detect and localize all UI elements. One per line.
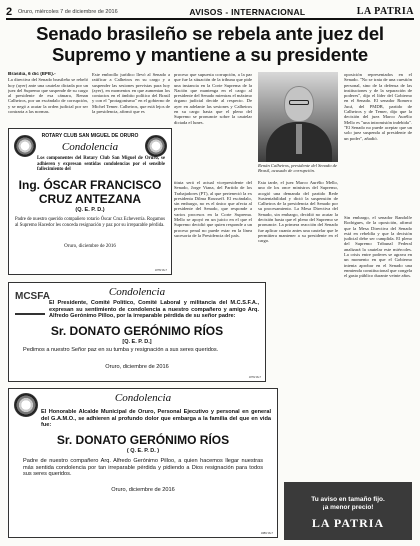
ad-code: 1078/16-7 [154,268,167,272]
rotary-emblem-icon [14,135,36,157]
ad-intro: El Presidente, Comité Político, Comité Laboral y militancia del M.C.S.F.A., expresan su sentimiento de condolencia a nuestro compañero y amigo Arq. Alfredo Gerónimo Pilloo, por la irreparable pérdida de su señor padre: [49,300,259,320]
section-title: AVISOS - INTERNACIONAL [189,6,306,17]
article-lead-column [8,72,88,122]
article-column-3: proceso que supuesta corrupción, a la par que fue la situación de la tribuna que pide una instancia en la Corte Suprema de la Nación que mantenga en el cargo al presidente del Senado mientras el máximo órgano judicial decide al respecto. De ayer en adelante las sesiones y Calheiros en su cargo hasta que el pleno del Supremo se pronuncie sobre la cautelar dictada el lunes. [174,72,252,125]
page-number: 2 [6,5,13,18]
page-header [6,6,414,17]
issue-date: Oruro, miércoles 7 de diciembre de 2016 [18,8,118,15]
ad-code: 1080/16-7 [260,531,273,535]
ad-body: Padre de nuestro querido compañero rotario Óscar Cruz Echeverría. Rogamos al Supremo Hacedor les conceda resignación y paz por su irreparable pérdida. [15,217,165,228]
qepd: ( Q. E. P. D. ) [126,448,160,454]
article-column-2: Este embrollo jurídico llevó al Senado a ratificar a Calheiros en su cargo y a suspender las sesiones previstas para hoy (ayer), en momentos en que aumentan los contactos en el ámbito político del Brasil y con el "protagonismo" en el gobierno de Michel Temer. Calheiros, que está lejos de la presidencia, afirmó que es [92,72,170,115]
club-emblem-icon [145,135,167,157]
article-headline: Senado brasileño se rebela ante juez del Supremo y mantiene a su presidente [36,23,384,65]
ad-intro: El Honorable Alcalde Municipal de Oruro, Personal Ejecutivo y personal en general del G.A.M.O., se adhieren al profundo dolor que embarga a la familia del que en vida fue: [41,409,271,429]
deceased-name: Sr. DONATO GERÓNIMO RÍOS [56,433,230,447]
ad-intro: Los componentes del Rotary Club San Miguel de Oruro, se adhieren y expresan sentidas condolencias por el sensible fallecimiento del [37,156,165,173]
promo-ad [284,482,412,540]
article-column-mid: tituta será el actual vicepresidente del Senado, Jorge Viana, del Partido de los Trabajadores (PT), al que perteneció la ex presidenta Dilma Rousseff. El escándalo, sin embargo, no es el único que afecta al presidente del Senado, que responde a varios procesos en la Corte Suprema. Mello se apoyó en un juicio en el que el Supremo decidió que quien responde a un proceso penal no puede estar en la línea sucesoria de la Presidencia del país. [174,180,252,238]
article-photo [258,72,338,162]
ad-title: Condolencia [61,141,119,153]
ad-code: 1079/16-7 [248,375,261,379]
promo-line-2: ¡a menor precio! [322,504,374,511]
article-column-right-b: Sin embargo, el senador Randolfe Rodrigues, de la oposición, afirmó que la Mesa Directiva del Senado está en rebeldía y que la decisión judicial debe ser cumplida. El pleno del Supremo Tribunal Federal analizará la cautelar este miércoles. La crisis entre poderes se agrava en un momento en que el Gobierno intenta aprobar en el Senado una enmienda constitucional que congela el gasto público durante veinte años. [344,215,412,279]
promo-line-1: Tu aviso en tamaño fijo. [311,496,385,503]
article-column-mid-2: Esta tarde, el juez Marco Aurélio Mello, uno de los once ministros del Supremo, acogió una demanda del partido Rede Sustentabilidad y dictó la suspensión de Calheiros de la presidencia del Senado por su procesamiento. La Mesa Directiva del Senado, sin embargo, decidió no acatar la decisión hasta que el pleno del Supremo se pronuncie. La primera reacción del Senado fue aplicar cuanto antes una cautelar que le permitiera mantener a su presidente en el cargo. [258,180,338,244]
ad-place-date: Oruro, diciembre de 2016 [111,487,175,493]
ad-place-date: Oruro, diciembre de 2016 [64,244,116,249]
condolence-ad-rotary [8,128,172,275]
deceased-name: Ing. ÓSCAR FRANCISCO CRUZ ANTEZANA [18,178,162,206]
newspaper-logo: LA PATRIA [356,6,414,17]
ad-title: Condolencia [108,286,166,298]
ad-org: ROTARY CLUB SAN MIGUEL DE ORURO [41,133,139,139]
article-column-right-a: oposición representados en el Senado. "No se trata de una cuestión personal, sino de la defensa de las instituciones y de la separación de poderes", dijo el líder del Gobierno en el Senado. El senador Romero Jucá, del PMDB, partido de Calheiros y de Temer, dijo que la decisión del juez Marco Aurélio Mello es "una intromisión indebida". "El Senado no puede aceptar que un solo juez suspenda al presidente de un poder", añadió. [344,72,412,141]
article-dateline: Brasilia, 6 dic (EFE).- [8,72,56,77]
ad-place-date: Oruro, diciembre de 2016 [105,364,169,370]
ad-body: Padre de nuestro compañero Arq. Alfredo Gerónimo Pilloo, a quien hacemos llegar nuestras más sentida condolencia por tan irreparable pérdida y pidiendo a Dios resignación para todos sus seres queridos. [23,458,263,478]
photo-caption: Renán Calheiros, presidente del Senado de Brasil, acusado de corrupción. [258,163,338,174]
ad-title: Condolencia [114,392,172,404]
ad-body: Pedimos a nuestro Señor paz en su tumba y resignación a sus seres queridos. [23,347,219,353]
condolence-ad-gamo [8,388,278,538]
header-rule [6,18,414,20]
condolence-ad-mcsfa [8,282,266,382]
promo-brand: LA PATRIA [311,516,385,530]
deceased-name: Sr. DONATO GERÓNIMO RÍOS [50,324,224,338]
article-lead-text: La directiva del Senado brasileño se rebeló hoy (ayer) ante una cautelar dictada por un juez del Supremo que suspende de su cargo al presidente de esa cámara, Renan Calheiros, por un escándalo de corrupción, y se negó a acatar la orden judicial por ser contraria a las normas. [8,77,88,115]
qepd: [Q. E. P. D.] [122,339,152,345]
mcsfa-logo: MCSFA [15,291,45,315]
qepd: (Q. E. P. D.) [75,207,105,213]
